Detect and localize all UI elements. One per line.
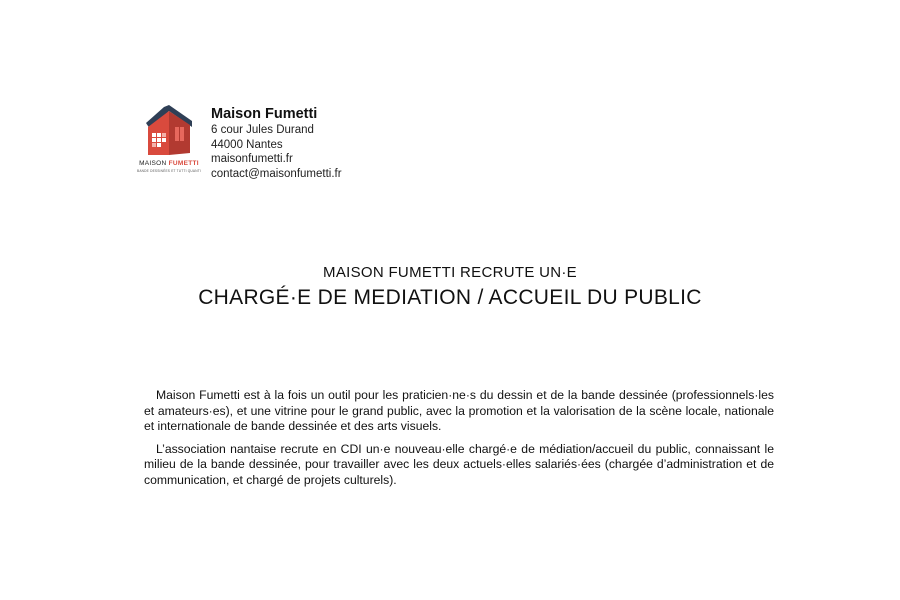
address-city: 44000 Nantes xyxy=(211,138,283,151)
title-position: CHARGÉ·E DE MEDIATION / ACCUEIL DU PUBLIC xyxy=(198,286,702,309)
title-recruits: MAISON FUMETTI RECRUTE UN·E xyxy=(323,264,577,281)
maison-fumetti-logo xyxy=(136,103,202,179)
organization-name: Maison Fumetti xyxy=(211,106,318,122)
paragraph-position: L’association nantaise recrute en CDI un·e nouveau·elle chargé·e de médiation/accueil du public, connaissant le milieu de la bande dessinée, pour travailler avec les deux actuels·elles salariés·ées (chargée d’administration et de communication, et chargé de projets culturels). xyxy=(144,441,774,487)
house-logo-icon xyxy=(142,103,196,159)
job-title-block xyxy=(0,262,900,312)
logo-tagline: BANDE DESSINÉES ET TUTTI QUANTI xyxy=(137,169,201,173)
logo-wordmark: MAISON FUMETTI xyxy=(139,160,199,167)
website-link[interactable]: maisonfumetti.fr xyxy=(211,153,293,165)
job-description xyxy=(144,388,774,496)
paragraph-intro: Maison Fumetti est à la fois un outil pour les praticien·ne·s du dessin et de la bande dessinée (professionnels·les et amateurs·es), et une vitrine pour le grand public, avec la promotion et la valorisation de la scène locale, nationale et internationale de bande dessinée et des arts visuels. xyxy=(144,388,774,434)
letterhead xyxy=(136,103,342,180)
contact-block xyxy=(211,105,411,181)
address-street: 6 cour Jules Durand xyxy=(211,124,314,136)
email-link[interactable]: contact@maisonfumetti.fr xyxy=(211,167,342,180)
